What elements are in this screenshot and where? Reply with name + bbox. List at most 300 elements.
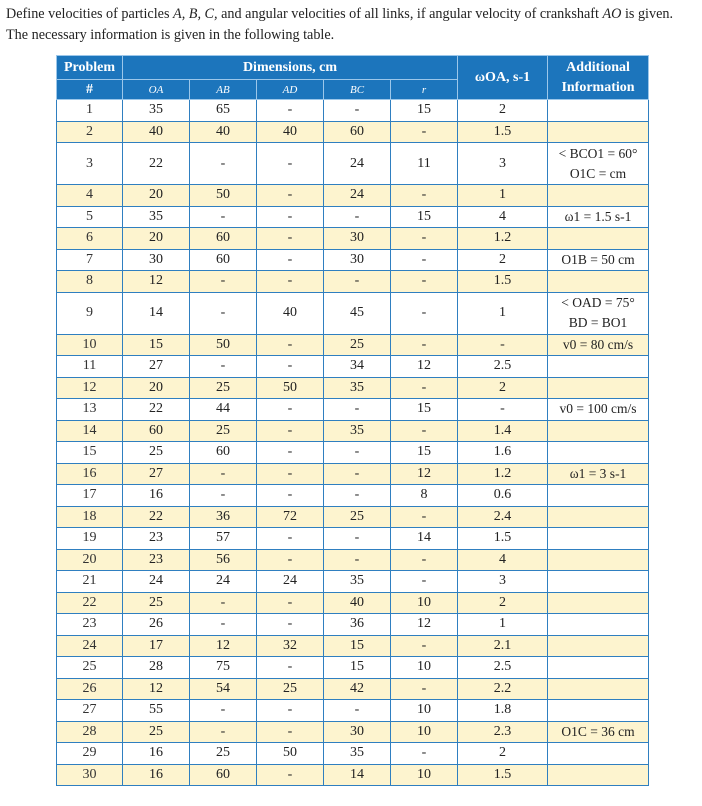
omega-cell: 3 (458, 143, 548, 185)
bc-cell: 35 (324, 743, 391, 765)
bc-cell: - (324, 100, 391, 122)
problem-number: 4 (57, 185, 123, 207)
omega-cell: 1.5 (458, 121, 548, 143)
omega-cell: 1.2 (458, 463, 548, 485)
omega-cell: 2.2 (458, 678, 548, 700)
ad-cell: - (257, 764, 324, 786)
omega-cell: 2 (458, 377, 548, 399)
ad-cell: - (257, 356, 324, 378)
oa-cell: 25 (123, 442, 190, 464)
problem-number: 7 (57, 249, 123, 271)
omega-cell: 1.8 (458, 700, 548, 722)
r-cell: - (391, 228, 458, 250)
additional-info-line: O1C = cm (569, 165, 627, 181)
table-row (57, 506, 649, 528)
ad-cell: - (257, 249, 324, 271)
problem-number: 21 (57, 571, 123, 593)
additional-info-cell (548, 292, 649, 334)
ab-cell: - (190, 206, 257, 228)
problem-number: 1 (57, 100, 123, 122)
r-cell: 8 (391, 485, 458, 507)
r-cell: - (391, 635, 458, 657)
ad-cell: - (257, 657, 324, 679)
table-row (57, 334, 649, 356)
ad-cell: 40 (257, 292, 324, 334)
r-cell: - (391, 121, 458, 143)
oa-cell: 20 (123, 377, 190, 399)
r-cell: 10 (391, 721, 458, 743)
problem-number: 8 (57, 271, 123, 293)
additional-info-cell (548, 463, 649, 485)
problem-number: 13 (57, 399, 123, 421)
omega-cell: 2.5 (458, 657, 548, 679)
oa-cell: 17 (123, 635, 190, 657)
omega-cell: 1 (458, 185, 548, 207)
table-row (57, 549, 649, 571)
omega-cell: 2.5 (458, 356, 548, 378)
header-col-ad: AD (257, 80, 324, 100)
ab-cell: 25 (190, 377, 257, 399)
ab-cell: 60 (190, 228, 257, 250)
problem-number: 20 (57, 549, 123, 571)
additional-info-cell (548, 678, 649, 700)
bc-cell: 45 (324, 292, 391, 334)
problem-number: 27 (57, 700, 123, 722)
omega-cell: 2 (458, 592, 548, 614)
additional-info-line: < OAD = 75° (561, 295, 635, 310)
table-row (57, 442, 649, 464)
r-cell: 10 (391, 700, 458, 722)
table-row (57, 528, 649, 550)
additional-info-line: ω1 = 3 s-1 (569, 465, 627, 481)
additional-info-cell (548, 764, 649, 786)
ad-cell: 25 (257, 678, 324, 700)
r-cell: - (391, 334, 458, 356)
table-row (57, 143, 649, 185)
intro-crankshaft: AO (602, 6, 622, 22)
ad-cell: 50 (257, 743, 324, 765)
omega-cell: 1.5 (458, 528, 548, 550)
intro-line-1-end: is given. (621, 6, 674, 22)
ab-cell: - (190, 356, 257, 378)
ad-cell: 40 (257, 121, 324, 143)
bc-cell: 42 (324, 678, 391, 700)
r-cell: - (391, 249, 458, 271)
oa-cell: 30 (123, 249, 190, 271)
r-cell: - (391, 377, 458, 399)
omega-cell: 2 (458, 100, 548, 122)
additional-info-cell (548, 614, 649, 636)
ad-cell: - (257, 185, 324, 207)
additional-info-cell (548, 635, 649, 657)
oa-cell: 35 (123, 206, 190, 228)
r-cell: 10 (391, 592, 458, 614)
bc-cell: 24 (324, 143, 391, 185)
additional-info-cell (548, 356, 649, 378)
table-row (57, 271, 649, 293)
omega-cell: 2.1 (458, 635, 548, 657)
ad-cell: - (257, 420, 324, 442)
oa-cell: 12 (123, 678, 190, 700)
header-col-ab: AB (190, 80, 257, 100)
oa-cell: 25 (123, 592, 190, 614)
problem-number: 14 (57, 420, 123, 442)
problem-number: 10 (57, 334, 123, 356)
bc-cell: 30 (324, 228, 391, 250)
bc-cell: - (324, 528, 391, 550)
ab-cell: 40 (190, 121, 257, 143)
intro-text (6, 4, 700, 46)
bc-cell: 35 (324, 377, 391, 399)
ab-cell: - (190, 463, 257, 485)
r-cell: - (391, 571, 458, 593)
intro-line-1-middle: and angular velocities of all links, if angular velocity of crankshaft (217, 6, 603, 22)
table-row (57, 485, 649, 507)
ad-cell: 72 (257, 506, 324, 528)
r-cell: 15 (391, 442, 458, 464)
omega-cell: 1.4 (458, 420, 548, 442)
bc-cell: 25 (324, 334, 391, 356)
r-cell: 15 (391, 399, 458, 421)
additional-info-cell (548, 700, 649, 722)
problem-number: 17 (57, 485, 123, 507)
oa-cell: 16 (123, 764, 190, 786)
additional-info-cell (548, 100, 649, 122)
omega-cell: 1.6 (458, 442, 548, 464)
ad-cell: 24 (257, 571, 324, 593)
r-cell: 10 (391, 764, 458, 786)
omega-cell: 1.2 (458, 228, 548, 250)
problem-number: 3 (57, 143, 123, 185)
table-row (57, 700, 649, 722)
oa-cell: 26 (123, 614, 190, 636)
problem-number: 18 (57, 506, 123, 528)
additional-info-cell (548, 743, 649, 765)
oa-cell: 35 (123, 100, 190, 122)
additional-info-cell (548, 528, 649, 550)
omega-cell: - (458, 399, 548, 421)
problem-number: 24 (57, 635, 123, 657)
omega-cell: 1 (458, 292, 548, 334)
ab-cell: - (190, 614, 257, 636)
oa-cell: 55 (123, 700, 190, 722)
problem-table (56, 55, 649, 786)
intro-line-1-start: Define velocities of particles (6, 6, 174, 22)
oa-cell: 20 (123, 228, 190, 250)
ab-cell: 44 (190, 399, 257, 421)
oa-cell: 20 (123, 185, 190, 207)
bc-cell: - (324, 399, 391, 421)
ab-cell: 50 (190, 334, 257, 356)
problem-number: 15 (57, 442, 123, 464)
additional-info-line: BD = BO1 (568, 315, 628, 330)
table-row (57, 206, 649, 228)
ab-cell: 65 (190, 100, 257, 122)
r-cell: 14 (391, 528, 458, 550)
ab-cell: 57 (190, 528, 257, 550)
intro-line-2: The necessary information is given in the following table. (6, 27, 335, 43)
problem-number: 28 (57, 721, 123, 743)
ab-cell: - (190, 292, 257, 334)
problem-number: 26 (57, 678, 123, 700)
r-cell: 11 (391, 143, 458, 185)
ab-cell: 56 (190, 549, 257, 571)
table-row (57, 377, 649, 399)
ad-cell: - (257, 143, 324, 185)
oa-cell: 15 (123, 334, 190, 356)
ab-cell: 54 (190, 678, 257, 700)
omega-cell: 2 (458, 743, 548, 765)
table-row (57, 420, 649, 442)
bc-cell: 30 (324, 721, 391, 743)
additional-info-cell (548, 485, 649, 507)
ab-cell: 12 (190, 635, 257, 657)
header-problem: Problem (57, 56, 123, 80)
omega-cell: - (458, 334, 548, 356)
omega-cell: 3 (458, 571, 548, 593)
r-cell: - (391, 271, 458, 293)
bc-cell: 30 (324, 249, 391, 271)
bc-cell: 35 (324, 420, 391, 442)
header-additional-line-1: Additional (566, 59, 630, 75)
ab-cell: - (190, 485, 257, 507)
header-additional-line-2: Information (561, 79, 635, 95)
table-row (57, 571, 649, 593)
bc-cell: 14 (324, 764, 391, 786)
ab-cell: 36 (190, 506, 257, 528)
bc-cell: 34 (324, 356, 391, 378)
omega-cell: 1.5 (458, 271, 548, 293)
oa-cell: 14 (123, 292, 190, 334)
additional-info-line: v0 = 100 cm/s (559, 401, 637, 417)
omega-cell: 4 (458, 549, 548, 571)
ad-cell: - (257, 463, 324, 485)
bc-cell: 24 (324, 185, 391, 207)
header-number: # (57, 80, 123, 100)
problem-number: 9 (57, 292, 123, 334)
additional-info-cell (548, 420, 649, 442)
additional-info-cell (548, 549, 649, 571)
ad-cell: - (257, 334, 324, 356)
table-row (57, 614, 649, 636)
omega-cell: 2.3 (458, 721, 548, 743)
additional-info-line: O1C = 36 cm (561, 723, 635, 739)
ad-cell: - (257, 592, 324, 614)
ad-cell: - (257, 549, 324, 571)
ad-cell: - (257, 614, 324, 636)
ad-cell: - (257, 228, 324, 250)
oa-cell: 23 (123, 549, 190, 571)
bc-cell: - (324, 442, 391, 464)
problem-number: 6 (57, 228, 123, 250)
additional-info-cell (548, 399, 649, 421)
bc-cell: - (324, 485, 391, 507)
header-omega: ωOA, s-1 (458, 56, 548, 100)
header-col-r: r (391, 80, 458, 100)
problem-number: 16 (57, 463, 123, 485)
oa-cell: 27 (123, 356, 190, 378)
table-row (57, 292, 649, 334)
table-row (57, 764, 649, 786)
additional-info-cell (548, 592, 649, 614)
header-col-bc: BC (324, 80, 391, 100)
table-row (57, 249, 649, 271)
table-row (57, 463, 649, 485)
intro-particles: A, B, C, (173, 6, 218, 22)
additional-info-cell (548, 506, 649, 528)
additional-info-cell (548, 249, 649, 271)
r-cell: 10 (391, 657, 458, 679)
bc-cell: 40 (324, 592, 391, 614)
r-cell: 15 (391, 100, 458, 122)
table-row (57, 678, 649, 700)
bc-cell: 36 (324, 614, 391, 636)
ab-cell: - (190, 700, 257, 722)
ad-cell: - (257, 485, 324, 507)
omega-cell: 2 (458, 249, 548, 271)
ab-cell: 25 (190, 420, 257, 442)
omega-cell: 1.5 (458, 764, 548, 786)
bc-cell: - (324, 271, 391, 293)
bc-cell: 60 (324, 121, 391, 143)
r-cell: - (391, 420, 458, 442)
bc-cell: 25 (324, 506, 391, 528)
bc-cell: - (324, 549, 391, 571)
additional-info-cell (548, 271, 649, 293)
ab-cell: 75 (190, 657, 257, 679)
table-row (57, 399, 649, 421)
intro-line-1 (6, 4, 700, 25)
oa-cell: 16 (123, 485, 190, 507)
table-row (57, 356, 649, 378)
table-body (57, 100, 649, 786)
ad-cell: 32 (257, 635, 324, 657)
r-cell: 15 (391, 206, 458, 228)
additional-info-cell (548, 185, 649, 207)
bc-cell: - (324, 206, 391, 228)
ad-cell: - (257, 100, 324, 122)
ad-cell: - (257, 528, 324, 550)
oa-cell: 22 (123, 143, 190, 185)
problem-number: 30 (57, 764, 123, 786)
ab-cell: - (190, 271, 257, 293)
additional-info-cell (548, 657, 649, 679)
ab-cell: 60 (190, 764, 257, 786)
ad-cell: - (257, 271, 324, 293)
additional-info-line: ω1 = 1.5 s-1 (564, 208, 632, 224)
additional-info-line: < BCO1 = 60° (558, 145, 638, 161)
problem-number: 11 (57, 356, 123, 378)
ab-cell: 24 (190, 571, 257, 593)
table-row (57, 592, 649, 614)
bc-cell: 15 (324, 657, 391, 679)
omega-cell: 4 (458, 206, 548, 228)
r-cell: - (391, 506, 458, 528)
header-dimensions: Dimensions, cm (123, 56, 458, 80)
problem-number: 22 (57, 592, 123, 614)
oa-cell: 22 (123, 399, 190, 421)
additional-info-cell (548, 206, 649, 228)
header-additional (548, 56, 649, 100)
additional-info-cell (548, 143, 649, 185)
additional-info-line: v0 = 80 cm/s (562, 336, 634, 352)
table-row (57, 100, 649, 122)
ad-cell: - (257, 721, 324, 743)
oa-cell: 27 (123, 463, 190, 485)
oa-cell: 40 (123, 121, 190, 143)
problem-number: 23 (57, 614, 123, 636)
oa-cell: 12 (123, 271, 190, 293)
ab-cell: - (190, 721, 257, 743)
r-cell: 12 (391, 614, 458, 636)
problem-number: 12 (57, 377, 123, 399)
table-row (57, 743, 649, 765)
bc-cell: 15 (324, 635, 391, 657)
table-row (57, 635, 649, 657)
omega-cell: 1 (458, 614, 548, 636)
ab-cell: - (190, 592, 257, 614)
table-row (57, 185, 649, 207)
ab-cell: 25 (190, 743, 257, 765)
r-cell: - (391, 678, 458, 700)
additional-info-cell (548, 334, 649, 356)
table-row (57, 657, 649, 679)
table-row (57, 121, 649, 143)
problem-number: 19 (57, 528, 123, 550)
r-cell: 12 (391, 356, 458, 378)
ad-cell: - (257, 700, 324, 722)
problem-number: 5 (57, 206, 123, 228)
r-cell: - (391, 549, 458, 571)
table-row (57, 228, 649, 250)
ad-cell: - (257, 442, 324, 464)
additional-info-cell (548, 228, 649, 250)
problem-number: 2 (57, 121, 123, 143)
problem-number: 25 (57, 657, 123, 679)
r-cell: - (391, 292, 458, 334)
oa-cell: 28 (123, 657, 190, 679)
ab-cell: - (190, 143, 257, 185)
additional-info-line: O1B = 50 cm (561, 251, 635, 267)
bc-cell: - (324, 700, 391, 722)
additional-info-cell (548, 571, 649, 593)
r-cell: - (391, 185, 458, 207)
oa-cell: 22 (123, 506, 190, 528)
ab-cell: 50 (190, 185, 257, 207)
bc-cell: - (324, 463, 391, 485)
r-cell: - (391, 743, 458, 765)
ad-cell: 50 (257, 377, 324, 399)
ad-cell: - (257, 399, 324, 421)
bc-cell: 35 (324, 571, 391, 593)
r-cell: 12 (391, 463, 458, 485)
additional-info-cell (548, 121, 649, 143)
oa-cell: 24 (123, 571, 190, 593)
header-col-oa: OA (123, 80, 190, 100)
omega-cell: 0.6 (458, 485, 548, 507)
oa-cell: 16 (123, 743, 190, 765)
oa-cell: 23 (123, 528, 190, 550)
table-row (57, 721, 649, 743)
ad-cell: - (257, 206, 324, 228)
oa-cell: 60 (123, 420, 190, 442)
ab-cell: 60 (190, 442, 257, 464)
omega-cell: 2.4 (458, 506, 548, 528)
additional-info-cell (548, 377, 649, 399)
problem-number: 29 (57, 743, 123, 765)
oa-cell: 25 (123, 721, 190, 743)
additional-info-cell (548, 442, 649, 464)
